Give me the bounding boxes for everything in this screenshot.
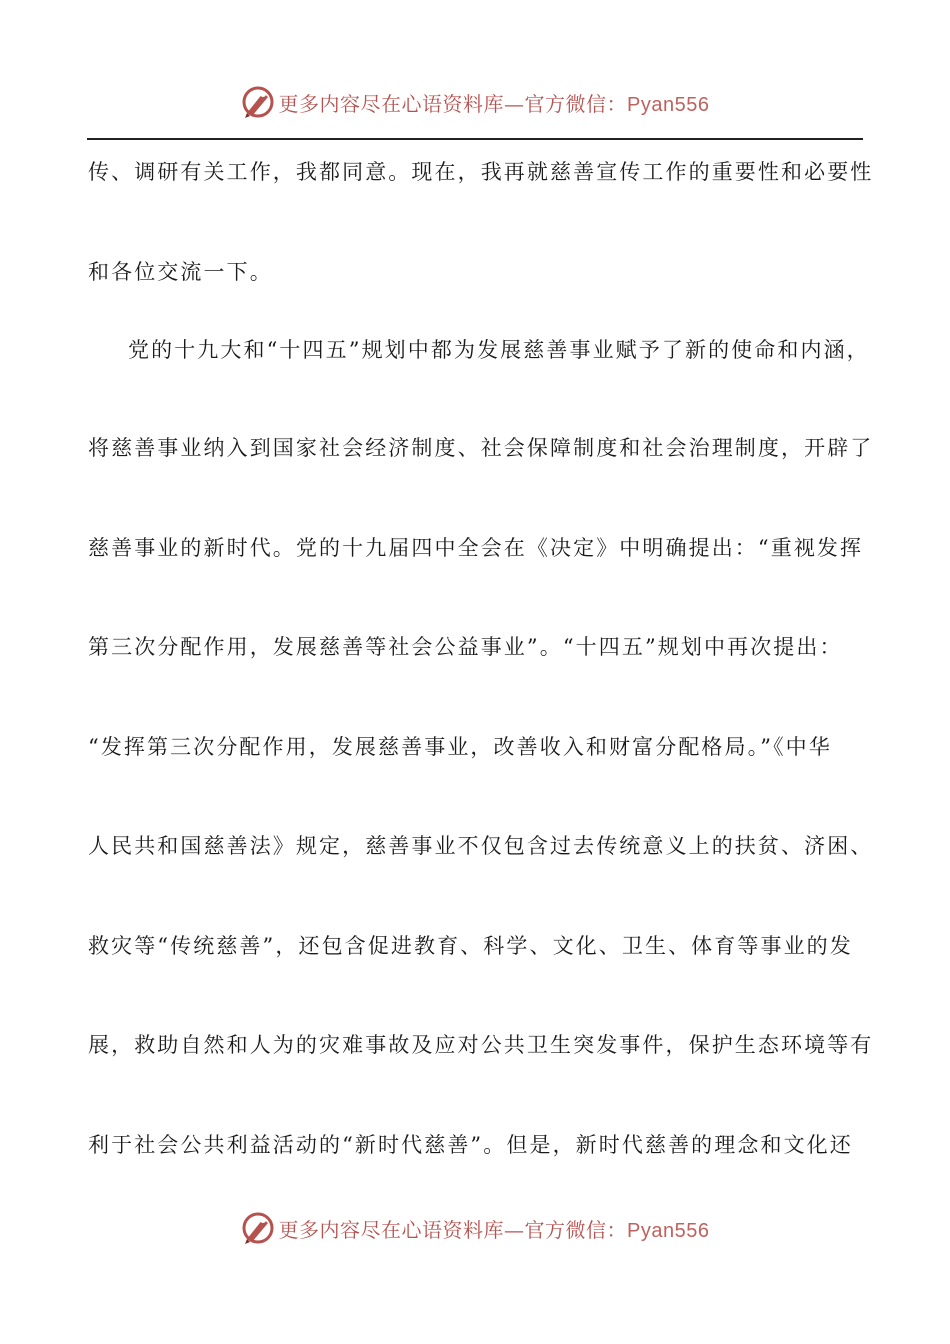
footer-banner [0,1208,950,1248]
footer-label: 更多内容尽在心语资料库—官方微信： [278,1217,628,1242]
body-line-8: 人民共和国慈善法》规定，慈善事业不仅包含过去传统意义上的扶贫、济困、 [88,834,874,858]
pen-logo-icon [241,85,275,119]
body-line-10: 展，救助自然和人为的灾难事故及应对公共卫生突发事件，保护生态环境等有 [88,1033,874,1057]
header-label: 更多内容尽在心语资料库—官方微信： [278,91,628,116]
header-banner [0,82,950,122]
body-line-9: 救灾等“传统慈善”，还包含促进教育、科学、文化、卫生、体育等事业的发 [88,934,853,958]
body-line-5: 慈善事业的新时代。党的十九届四中全会在《决定》中明确提出：“重视发挥 [88,536,864,560]
footer-wechat-handle: Pyan556 [627,1219,710,1242]
header-banner-text [279,88,710,117]
body-line-2: 和各位交流一下。 [88,260,273,284]
body-line-7: “发挥第三次分配作用，发展慈善事业，改善收入和财富分配格局。”《中华 [88,735,832,759]
footer-banner-text [279,1214,710,1243]
body-line-11: 利于社会公共利益活动的“新时代慈善”。但是，新时代慈善的理念和文化还 [88,1133,853,1157]
body-line-4: 将慈善事业纳入到国家社会经济制度、社会保障制度和社会治理制度，开辟了 [88,436,874,460]
body-line-1: 传、调研有关工作，我都同意。现在，我再就慈善宣传工作的重要性和必要性 [88,160,874,184]
body-line-3: 党的十九大和“十四五”规划中都为发展慈善事业赋予了新的使命和内涵， [128,338,870,362]
header-wechat-handle: Pyan556 [627,93,710,116]
header-divider [87,138,863,140]
pen-logo-icon [241,1211,275,1245]
body-line-6: 第三次分配作用，发展慈善等社会公益事业”。“十四五”规划中再次提出： [88,635,843,659]
